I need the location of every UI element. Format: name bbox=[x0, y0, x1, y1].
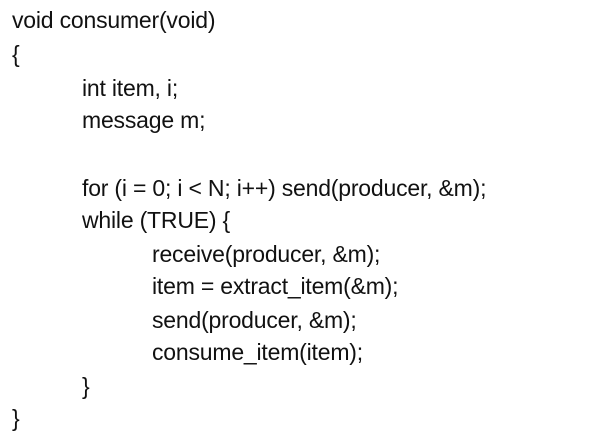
code-line-consume-item: consume_item(item); bbox=[152, 339, 363, 365]
code-line-close-brace: } bbox=[12, 405, 20, 431]
code-line-open-brace: { bbox=[12, 41, 20, 67]
code-line-for-loop: for (i = 0; i < N; i++) send(producer, &m); bbox=[82, 175, 487, 201]
code-line-function-signature: void consumer(void) bbox=[12, 7, 216, 33]
code-line-close-while-brace: } bbox=[82, 373, 90, 399]
code-line-extract-item: item = extract_item(&m); bbox=[152, 273, 399, 299]
code-line-declare-message: message m; bbox=[82, 107, 206, 133]
code-line-while-loop: while (TRUE) { bbox=[82, 207, 231, 233]
code-line-send: send(producer, &m); bbox=[152, 307, 357, 333]
code-line-receive: receive(producer, &m); bbox=[152, 241, 381, 267]
code-line-declare-item: int item, i; bbox=[82, 75, 179, 101]
